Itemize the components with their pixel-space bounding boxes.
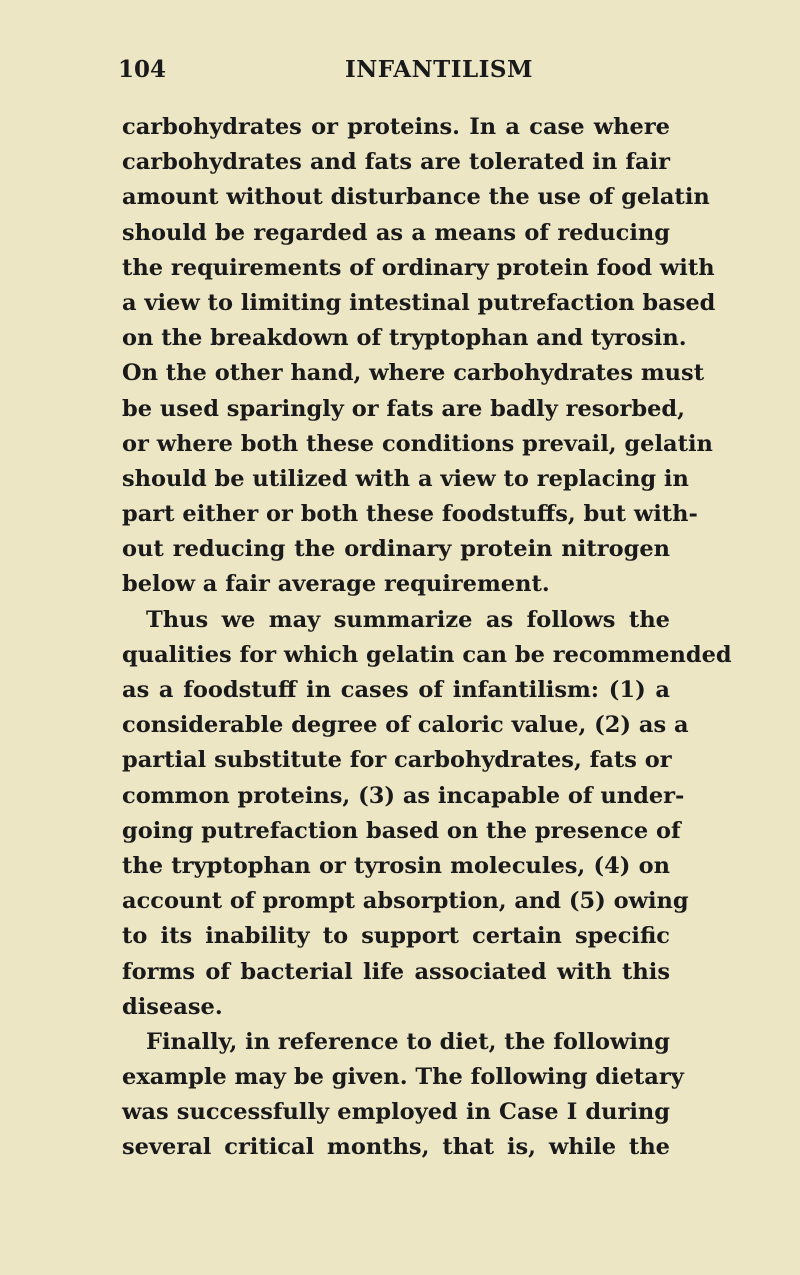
text-line: Thus we may summarize as follows the — [146, 606, 670, 633]
text-line: going putrefaction based on the presence of — [122, 817, 681, 844]
text-line: considerable degree of caloric value, (2) as a — [122, 712, 689, 739]
text-line: account of prompt absorption, and (5) owing — [122, 888, 689, 915]
text-line: carbohydrates and fats are tolerated in fair — [122, 149, 670, 176]
running-title: INFANTILISM — [345, 56, 534, 83]
text-line: out reducing the ordinary protein nitrogen — [122, 536, 670, 563]
text-line: a view to limiting intestinal putrefaction based — [122, 289, 716, 316]
text-line: or where both these conditions prevail, gelatin — [122, 430, 713, 457]
text-line: several critical months, that is, while the — [122, 1134, 670, 1161]
text-line: example may be given. The following dietary — [122, 1064, 684, 1091]
text-line: carbohydrates or proteins. In a case where — [122, 114, 670, 140]
text-line: part either or both these foodstuffs, but with- — [122, 501, 698, 528]
text-line: below a fair average requirement. — [122, 571, 550, 598]
text-line: disease. — [122, 993, 223, 1020]
text-line: be used sparingly or fats are badly resorbed, — [122, 395, 685, 422]
text-line: the tryptophan or tyrosin molecules, (4) on — [122, 852, 670, 879]
text-line: should be utilized with a view to replacing in — [122, 465, 689, 492]
text-line: amount without disturbance the use of gelatin — [122, 184, 710, 211]
text-line: partial substitute for carbohydrates, fats or — [122, 747, 672, 774]
text-line: to its inability to support certain specific — [122, 923, 670, 950]
running-head — [118, 56, 668, 92]
text-line: the requirements of ordinary protein food with — [122, 254, 715, 281]
text-line: was successfully employed in Case I during — [122, 1099, 670, 1126]
body-text — [122, 110, 732, 1166]
text-line: Finally, in reference to diet, the following — [146, 1028, 671, 1055]
text-line: on the breakdown of tryptophan and tyrosin. — [122, 325, 687, 352]
text-line: should be regarded as a means of reducing — [122, 219, 670, 246]
text-line: as a foodstuff in cases of infantilism: (1) a — [122, 677, 670, 703]
text-line: On the other hand, where carbohydrates must — [122, 360, 705, 387]
text-line: qualities for which gelatin can be recommended — [122, 641, 732, 668]
text-line: common proteins, (3) as incapable of under- — [122, 782, 685, 809]
page-number: 104 — [118, 56, 167, 83]
text-line: forms of bacterial life associated with this — [122, 958, 670, 985]
